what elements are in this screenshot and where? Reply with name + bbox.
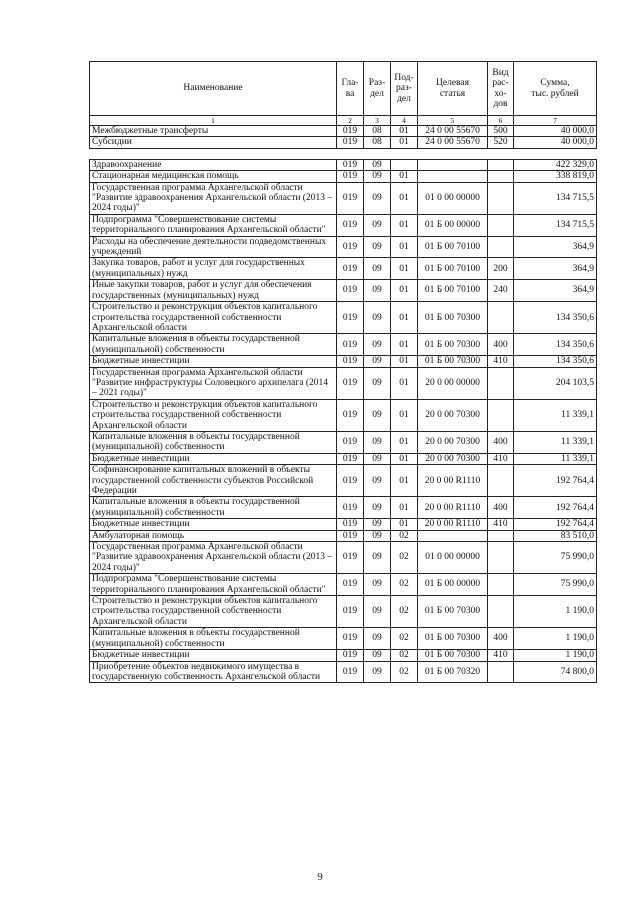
table-row — [90, 280, 597, 302]
row-subsection: 01 — [391, 465, 418, 497]
row-chapter: 019 — [337, 628, 364, 650]
row-section: 09 — [364, 542, 391, 574]
header-amount: Сумма, тыс. рублей — [514, 62, 597, 116]
row-chapter: 019 — [337, 574, 364, 596]
row-name: Строительство и реконструкция объектов капитального строительства государственной собственности Архангельской области — [90, 302, 337, 334]
row-chapter: 019 — [337, 453, 364, 464]
row-amount: 40 000,0 — [514, 126, 597, 137]
row-subsection: 02 — [391, 530, 418, 541]
row-kind — [488, 661, 514, 683]
header-section: Раз- дел — [364, 62, 391, 116]
table-row — [90, 236, 597, 258]
row-name: Межбюджетные трансферты — [90, 126, 337, 137]
row-chapter: 019 — [337, 171, 364, 182]
row-chapter: 019 — [337, 465, 364, 497]
row-subsection: 01 — [391, 399, 418, 431]
row-subsection: 02 — [391, 661, 418, 683]
row-kind — [488, 236, 514, 258]
row-target: 01 0 00 00000 — [418, 182, 488, 214]
row-section: 09 — [364, 214, 391, 236]
table-row — [90, 356, 597, 367]
row-subsection: 01 — [391, 126, 418, 137]
row-target: 01 0 00 00000 — [418, 542, 488, 574]
row-subsection: 01 — [391, 497, 418, 519]
row-amount: 1 190,0 — [514, 628, 597, 650]
row-amount: 422 329,0 — [514, 159, 597, 170]
row-section: 09 — [364, 159, 391, 170]
row-section: 09 — [364, 258, 391, 280]
row-section: 09 — [364, 453, 391, 464]
table-row — [90, 431, 597, 453]
row-target: 01 Б 00 70300 — [418, 650, 488, 661]
row-name: Субсидии — [90, 137, 337, 148]
row-amount: 192 764,4 — [514, 519, 597, 530]
row-amount: 364,9 — [514, 280, 597, 302]
row-subsection: 01 — [391, 431, 418, 453]
row-target: 01 Б 00 70300 — [418, 302, 488, 334]
table-row — [90, 214, 597, 236]
row-name: Государственная программа Архангельской области "Развитие здравоохранения Архангельской области (2013 – 2024 годы)" — [90, 542, 337, 574]
row-section: 09 — [364, 431, 391, 453]
row-chapter: 019 — [337, 334, 364, 356]
table-row — [90, 542, 597, 574]
table-body — [90, 126, 597, 683]
table-row — [90, 137, 597, 148]
row-target: 01 Б 00 70320 — [418, 661, 488, 683]
row-name: Иные закупки товаров, работ и услуг для обеспечения государственных (муниципальных) нужд — [90, 280, 337, 302]
row-section: 09 — [364, 236, 391, 258]
table-row — [90, 302, 597, 334]
row-amount: 1 190,0 — [514, 596, 597, 628]
row-kind: 410 — [488, 519, 514, 530]
row-name: Бюджетные инвестиции — [90, 519, 337, 530]
table-row — [90, 126, 597, 137]
row-name: Капитальные вложения в объекты государственной (муниципальной) собственности — [90, 497, 337, 519]
row-subsection: 01 — [391, 334, 418, 356]
row-target: 20 0 00 00000 — [418, 367, 488, 399]
row-kind — [488, 214, 514, 236]
row-subsection: 02 — [391, 542, 418, 574]
table-row — [90, 399, 597, 431]
row-target: 01 Б 00 00000 — [418, 574, 488, 596]
row-section: 09 — [364, 497, 391, 519]
row-amount: 75 990,0 — [514, 542, 597, 574]
table-row — [90, 182, 597, 214]
row-chapter: 019 — [337, 356, 364, 367]
column-number: 1 — [90, 116, 337, 126]
row-subsection: 01 — [391, 356, 418, 367]
row-kind: 400 — [488, 334, 514, 356]
spacer-row — [90, 148, 597, 159]
row-subsection: 01 — [391, 171, 418, 182]
row-section: 08 — [364, 137, 391, 148]
table-row — [90, 334, 597, 356]
table-header — [90, 62, 597, 126]
row-section: 09 — [364, 530, 391, 541]
row-kind — [488, 159, 514, 170]
row-name: Строительство и реконструкция объектов капитального строительства государственной собственности Архангельской области — [90, 596, 337, 628]
row-chapter: 019 — [337, 280, 364, 302]
column-number: 5 — [418, 116, 488, 126]
row-chapter: 019 — [337, 650, 364, 661]
row-section: 09 — [364, 574, 391, 596]
row-target: 20 0 00 70300 — [418, 453, 488, 464]
table-row — [90, 465, 597, 497]
row-amount: 338 819,0 — [514, 171, 597, 182]
table-row — [90, 258, 597, 280]
row-kind — [488, 182, 514, 214]
row-kind — [488, 465, 514, 497]
row-subsection: 02 — [391, 628, 418, 650]
row-amount: 134 350,6 — [514, 356, 597, 367]
row-chapter: 019 — [337, 137, 364, 148]
row-amount: 204 103,5 — [514, 367, 597, 399]
page-number: 9 — [317, 871, 323, 883]
row-subsection: 01 — [391, 519, 418, 530]
row-name: Бюджетные инвестиции — [90, 650, 337, 661]
row-section: 09 — [364, 399, 391, 431]
table-row — [90, 367, 597, 399]
row-amount: 11 339,1 — [514, 453, 597, 464]
row-kind: 520 — [488, 137, 514, 148]
table-row — [90, 596, 597, 628]
row-subsection: 01 — [391, 367, 418, 399]
table-row — [90, 628, 597, 650]
row-amount: 192 764,4 — [514, 465, 597, 497]
row-amount: 11 339,1 — [514, 399, 597, 431]
row-subsection: 02 — [391, 574, 418, 596]
row-subsection: 01 — [391, 182, 418, 214]
row-target: 20 0 00 70300 — [418, 431, 488, 453]
row-chapter: 019 — [337, 530, 364, 541]
row-amount: 134 715,5 — [514, 214, 597, 236]
row-chapter: 019 — [337, 367, 364, 399]
row-amount: 11 339,1 — [514, 431, 597, 453]
table-row — [90, 519, 597, 530]
row-section: 09 — [364, 661, 391, 683]
row-amount: 74 800,0 — [514, 661, 597, 683]
header-target: Целевая статья — [418, 62, 488, 116]
row-amount: 75 990,0 — [514, 574, 597, 596]
row-kind — [488, 530, 514, 541]
row-amount: 364,9 — [514, 258, 597, 280]
budget-table — [89, 61, 597, 683]
row-section: 09 — [364, 519, 391, 530]
row-name: Строительство и реконструкция объектов капитального строительства государственной собственности Архангельской области — [90, 399, 337, 431]
column-number: 7 — [514, 116, 597, 126]
header-kind: Вид рас- хо- дов — [488, 62, 514, 116]
row-section: 08 — [364, 126, 391, 137]
row-amount: 134 350,6 — [514, 334, 597, 356]
row-name: Капитальные вложения в объекты государственной (муниципальной) собственности — [90, 334, 337, 356]
row-chapter: 019 — [337, 236, 364, 258]
table-row — [90, 171, 597, 182]
row-section: 09 — [364, 302, 391, 334]
row-chapter: 019 — [337, 182, 364, 214]
row-target: 24 0 00 55670 — [418, 137, 488, 148]
row-chapter: 019 — [337, 519, 364, 530]
row-target: 01 Б 00 00000 — [418, 214, 488, 236]
row-kind — [488, 574, 514, 596]
row-name: Стационарная медицинская помощь — [90, 171, 337, 182]
row-section: 09 — [364, 650, 391, 661]
row-kind — [488, 171, 514, 182]
row-target: 01 Б 00 70300 — [418, 356, 488, 367]
row-chapter: 019 — [337, 214, 364, 236]
header-row — [90, 62, 597, 116]
row-amount: 83 510,0 — [514, 530, 597, 541]
row-chapter: 019 — [337, 159, 364, 170]
row-chapter: 019 — [337, 542, 364, 574]
row-chapter: 019 — [337, 661, 364, 683]
row-name: Амбулаторная помощь — [90, 530, 337, 541]
row-target — [418, 171, 488, 182]
row-section: 09 — [364, 596, 391, 628]
row-target: 20 0 00 R1110 — [418, 465, 488, 497]
row-section: 09 — [364, 171, 391, 182]
row-target: 01 Б 00 70100 — [418, 280, 488, 302]
row-name: Государственная программа Архангельской области "Развитие здравоохранения Архангельской области (2013 – 2024 годы)" — [90, 182, 337, 214]
row-kind: 410 — [488, 650, 514, 661]
row-target: 01 Б 00 70300 — [418, 628, 488, 650]
row-target: 01 Б 00 70100 — [418, 258, 488, 280]
row-amount: 364,9 — [514, 236, 597, 258]
row-target — [418, 530, 488, 541]
row-target: 24 0 00 55670 — [418, 126, 488, 137]
column-number: 2 — [337, 116, 364, 126]
row-kind: 410 — [488, 356, 514, 367]
row-subsection: 01 — [391, 137, 418, 148]
row-kind — [488, 596, 514, 628]
table-row — [90, 159, 597, 170]
row-subsection: 01 — [391, 280, 418, 302]
row-subsection: 01 — [391, 453, 418, 464]
row-target: 01 Б 00 70100 — [418, 236, 488, 258]
table-row — [90, 453, 597, 464]
row-name: Бюджетные инвестиции — [90, 453, 337, 464]
row-chapter: 019 — [337, 596, 364, 628]
row-kind — [488, 542, 514, 574]
row-name: Закупка товаров, работ и услуг для государственных (муниципальных) нужд — [90, 258, 337, 280]
row-name: Бюджетные инвестиции — [90, 356, 337, 367]
table-row — [90, 530, 597, 541]
spacer-cell — [90, 148, 597, 159]
row-kind: 410 — [488, 453, 514, 464]
row-subsection: 01 — [391, 258, 418, 280]
row-kind: 400 — [488, 497, 514, 519]
row-name: Приобретение объектов недвижимого имущества в государственную собственность Архангельской области — [90, 661, 337, 683]
row-target: 20 0 00 R1110 — [418, 497, 488, 519]
row-target — [418, 159, 488, 170]
row-section: 09 — [364, 367, 391, 399]
row-section: 09 — [364, 356, 391, 367]
row-subsection: 01 — [391, 302, 418, 334]
row-name: Капитальные вложения в объекты государственной (муниципальной) собственности — [90, 431, 337, 453]
row-kind — [488, 367, 514, 399]
row-amount: 40 000,0 — [514, 137, 597, 148]
header-name: Наименование — [90, 62, 337, 116]
row-amount: 134 715,5 — [514, 182, 597, 214]
row-kind — [488, 302, 514, 334]
column-number-row — [90, 116, 597, 126]
row-chapter: 019 — [337, 258, 364, 280]
row-name: Капитальные вложения в объекты государственной (муниципальной) собственности — [90, 628, 337, 650]
header-subsection: Под- раз- дел — [391, 62, 418, 116]
row-chapter: 019 — [337, 302, 364, 334]
row-section: 09 — [364, 280, 391, 302]
row-kind: 200 — [488, 258, 514, 280]
row-subsection — [391, 159, 418, 170]
row-kind — [488, 399, 514, 431]
row-amount: 192 764,4 — [514, 497, 597, 519]
row-section: 09 — [364, 628, 391, 650]
row-amount: 134 350,6 — [514, 302, 597, 334]
column-number: 4 — [391, 116, 418, 126]
table-row — [90, 661, 597, 683]
table-row — [90, 650, 597, 661]
row-subsection: 01 — [391, 214, 418, 236]
table-row — [90, 574, 597, 596]
row-chapter: 019 — [337, 497, 364, 519]
row-name: Расходы на обеспечение деятельности подведомственных учреждений — [90, 236, 337, 258]
row-name: Государственная программа Архангельской области "Развитие инфраструктуры Соловецкого архипелага (2014 – 2021 годы)" — [90, 367, 337, 399]
table-row — [90, 497, 597, 519]
row-name: Здравоохранение — [90, 159, 337, 170]
row-kind: 240 — [488, 280, 514, 302]
row-chapter: 019 — [337, 431, 364, 453]
row-target: 20 0 00 70300 — [418, 399, 488, 431]
row-chapter: 019 — [337, 399, 364, 431]
row-kind: 500 — [488, 126, 514, 137]
row-kind: 400 — [488, 628, 514, 650]
row-target: 20 0 00 R1110 — [418, 519, 488, 530]
row-subsection: 02 — [391, 596, 418, 628]
column-number: 3 — [364, 116, 391, 126]
row-name: Софинансирование капитальных вложений в объекты государственной собственности субъектов Российской Федерации — [90, 465, 337, 497]
row-section: 09 — [364, 465, 391, 497]
row-section: 09 — [364, 334, 391, 356]
row-subsection: 02 — [391, 650, 418, 661]
row-amount: 1 190,0 — [514, 650, 597, 661]
column-number: 6 — [488, 116, 514, 126]
row-section: 09 — [364, 182, 391, 214]
row-subsection: 01 — [391, 236, 418, 258]
row-target: 01 Б 00 70300 — [418, 596, 488, 628]
header-chapter: Гла- ва — [337, 62, 364, 116]
row-chapter: 019 — [337, 126, 364, 137]
row-target: 01 Б 00 70300 — [418, 334, 488, 356]
row-name: Подпрограмма "Совершенствование системы территориального планирования Архангельской области" — [90, 214, 337, 236]
row-name: Подпрограмма "Совершенствование системы территориального планирования Архангельской области" — [90, 574, 337, 596]
row-kind: 400 — [488, 431, 514, 453]
